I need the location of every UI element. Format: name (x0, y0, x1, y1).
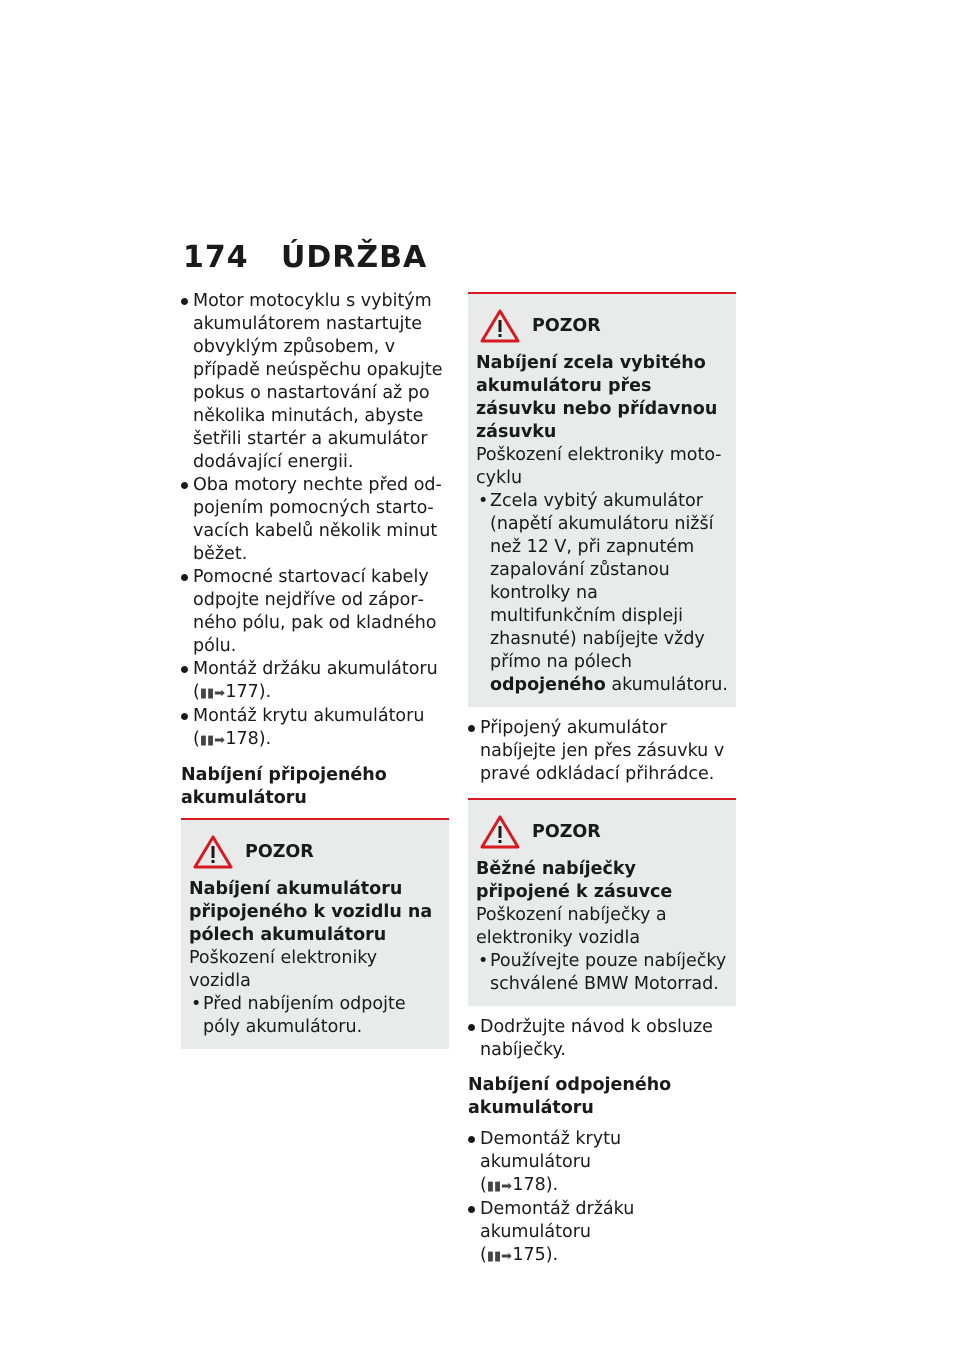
section-heading: Nabíjení připojeného akumulátoru (181, 765, 387, 808)
warning-triangle-icon (193, 835, 233, 869)
left-column (181, 290, 449, 1049)
warning-triangle-icon (480, 815, 520, 849)
warning-box (468, 292, 736, 707)
warning-title: Nabíjení akumulátoru připojeného k vozidlu na pólech akumulátoru (189, 879, 433, 945)
list-item: Pomocné startovací kabely odpojte nejdříve od záporného pólu, pak od kladného pólu. (181, 566, 449, 658)
section-heading: Nabíjení odpojeného akumulátoru (468, 1075, 672, 1118)
list-item: Dodržujte návod k obsluze nabíječky. (468, 1016, 736, 1062)
warning-label: POZOR (532, 315, 601, 336)
page-reference[interactable]: (▮▮➡ 178). (181, 728, 449, 752)
warning-header (476, 814, 728, 850)
reference-arrow-icon: ▮▮➡ (199, 686, 226, 701)
list-item: Připojený akumulátor nabíjejte jen přes zásuvku v pravé odkládací přihrádce. (468, 717, 736, 786)
page-header (183, 240, 427, 284)
reference-arrow-icon: ▮▮➡ (199, 733, 226, 748)
warning-label: POZOR (532, 821, 601, 842)
warning-label: POZOR (245, 841, 314, 862)
reference-arrow-icon: ▮▮➡ (486, 1249, 513, 1264)
warning-item: • Zcela vybitý akumulátor (napětí akumulátoru nižší než 12 V, při zapnutém zapalování zůstanou kontrolky na multifunkčním displeji zhasnuté) nabíjejte vždy přímo na pólech odpojeného akumulátoru. (476, 490, 728, 697)
warning-title: Běžné nabíječky připojené k zásuvce (476, 859, 673, 902)
list-item: Demontáž držáku akumulátoru (468, 1198, 736, 1244)
warning-box (468, 798, 736, 1006)
warning-box (181, 818, 449, 1049)
warning-triangle-icon (480, 309, 520, 343)
reference-arrow-icon: ▮▮➡ (486, 1179, 513, 1194)
warning-item: • Používejte pouze nabíječky schválené BMW Motorrad. (476, 950, 728, 996)
warning-consequence: Poškození elektroniky vozidla (189, 948, 378, 991)
warning-header (476, 308, 728, 344)
list-item: Montáž krytu akumulátoru (181, 705, 449, 728)
warning-item: • Před nabíjením odpojte póly akumulátoru. (189, 993, 441, 1039)
list-item: Demontáž krytu akumulátoru (468, 1128, 736, 1174)
page-reference[interactable]: (▮▮➡ 177). (181, 681, 449, 705)
list-item: Motor motocyklu s vybitým akumulátorem nastartujte obvyklým způsobem, v případě neúspěchu opakujte pokus o nastartování až po několika minutách, abyste šetřili startér a akumulátor dodávající energii. (181, 290, 449, 474)
warning-header (189, 834, 441, 870)
warning-consequence: Poškození elektroniky motocyklu (476, 445, 722, 488)
page-reference[interactable]: (▮▮➡ 178). (468, 1174, 736, 1198)
page-number: 174 (183, 240, 249, 275)
right-column (468, 292, 736, 1268)
page-reference[interactable]: (▮▮➡ 175). (468, 1244, 736, 1268)
warning-title: Nabíjení zcela vybitého akumulátoru přes zásuvku nebo přídavnou zásuvku (476, 353, 718, 442)
list-item: Oba motory nechte před odpojením pomocných startovacích kabelů několik minut běžet. (181, 474, 449, 566)
chapter-title: ÚDRŽBA (281, 240, 428, 275)
warning-consequence: Poškození nabíječky a elektroniky vozidla (476, 905, 667, 948)
list-item: Montáž držáku akumulátoru (181, 658, 449, 681)
